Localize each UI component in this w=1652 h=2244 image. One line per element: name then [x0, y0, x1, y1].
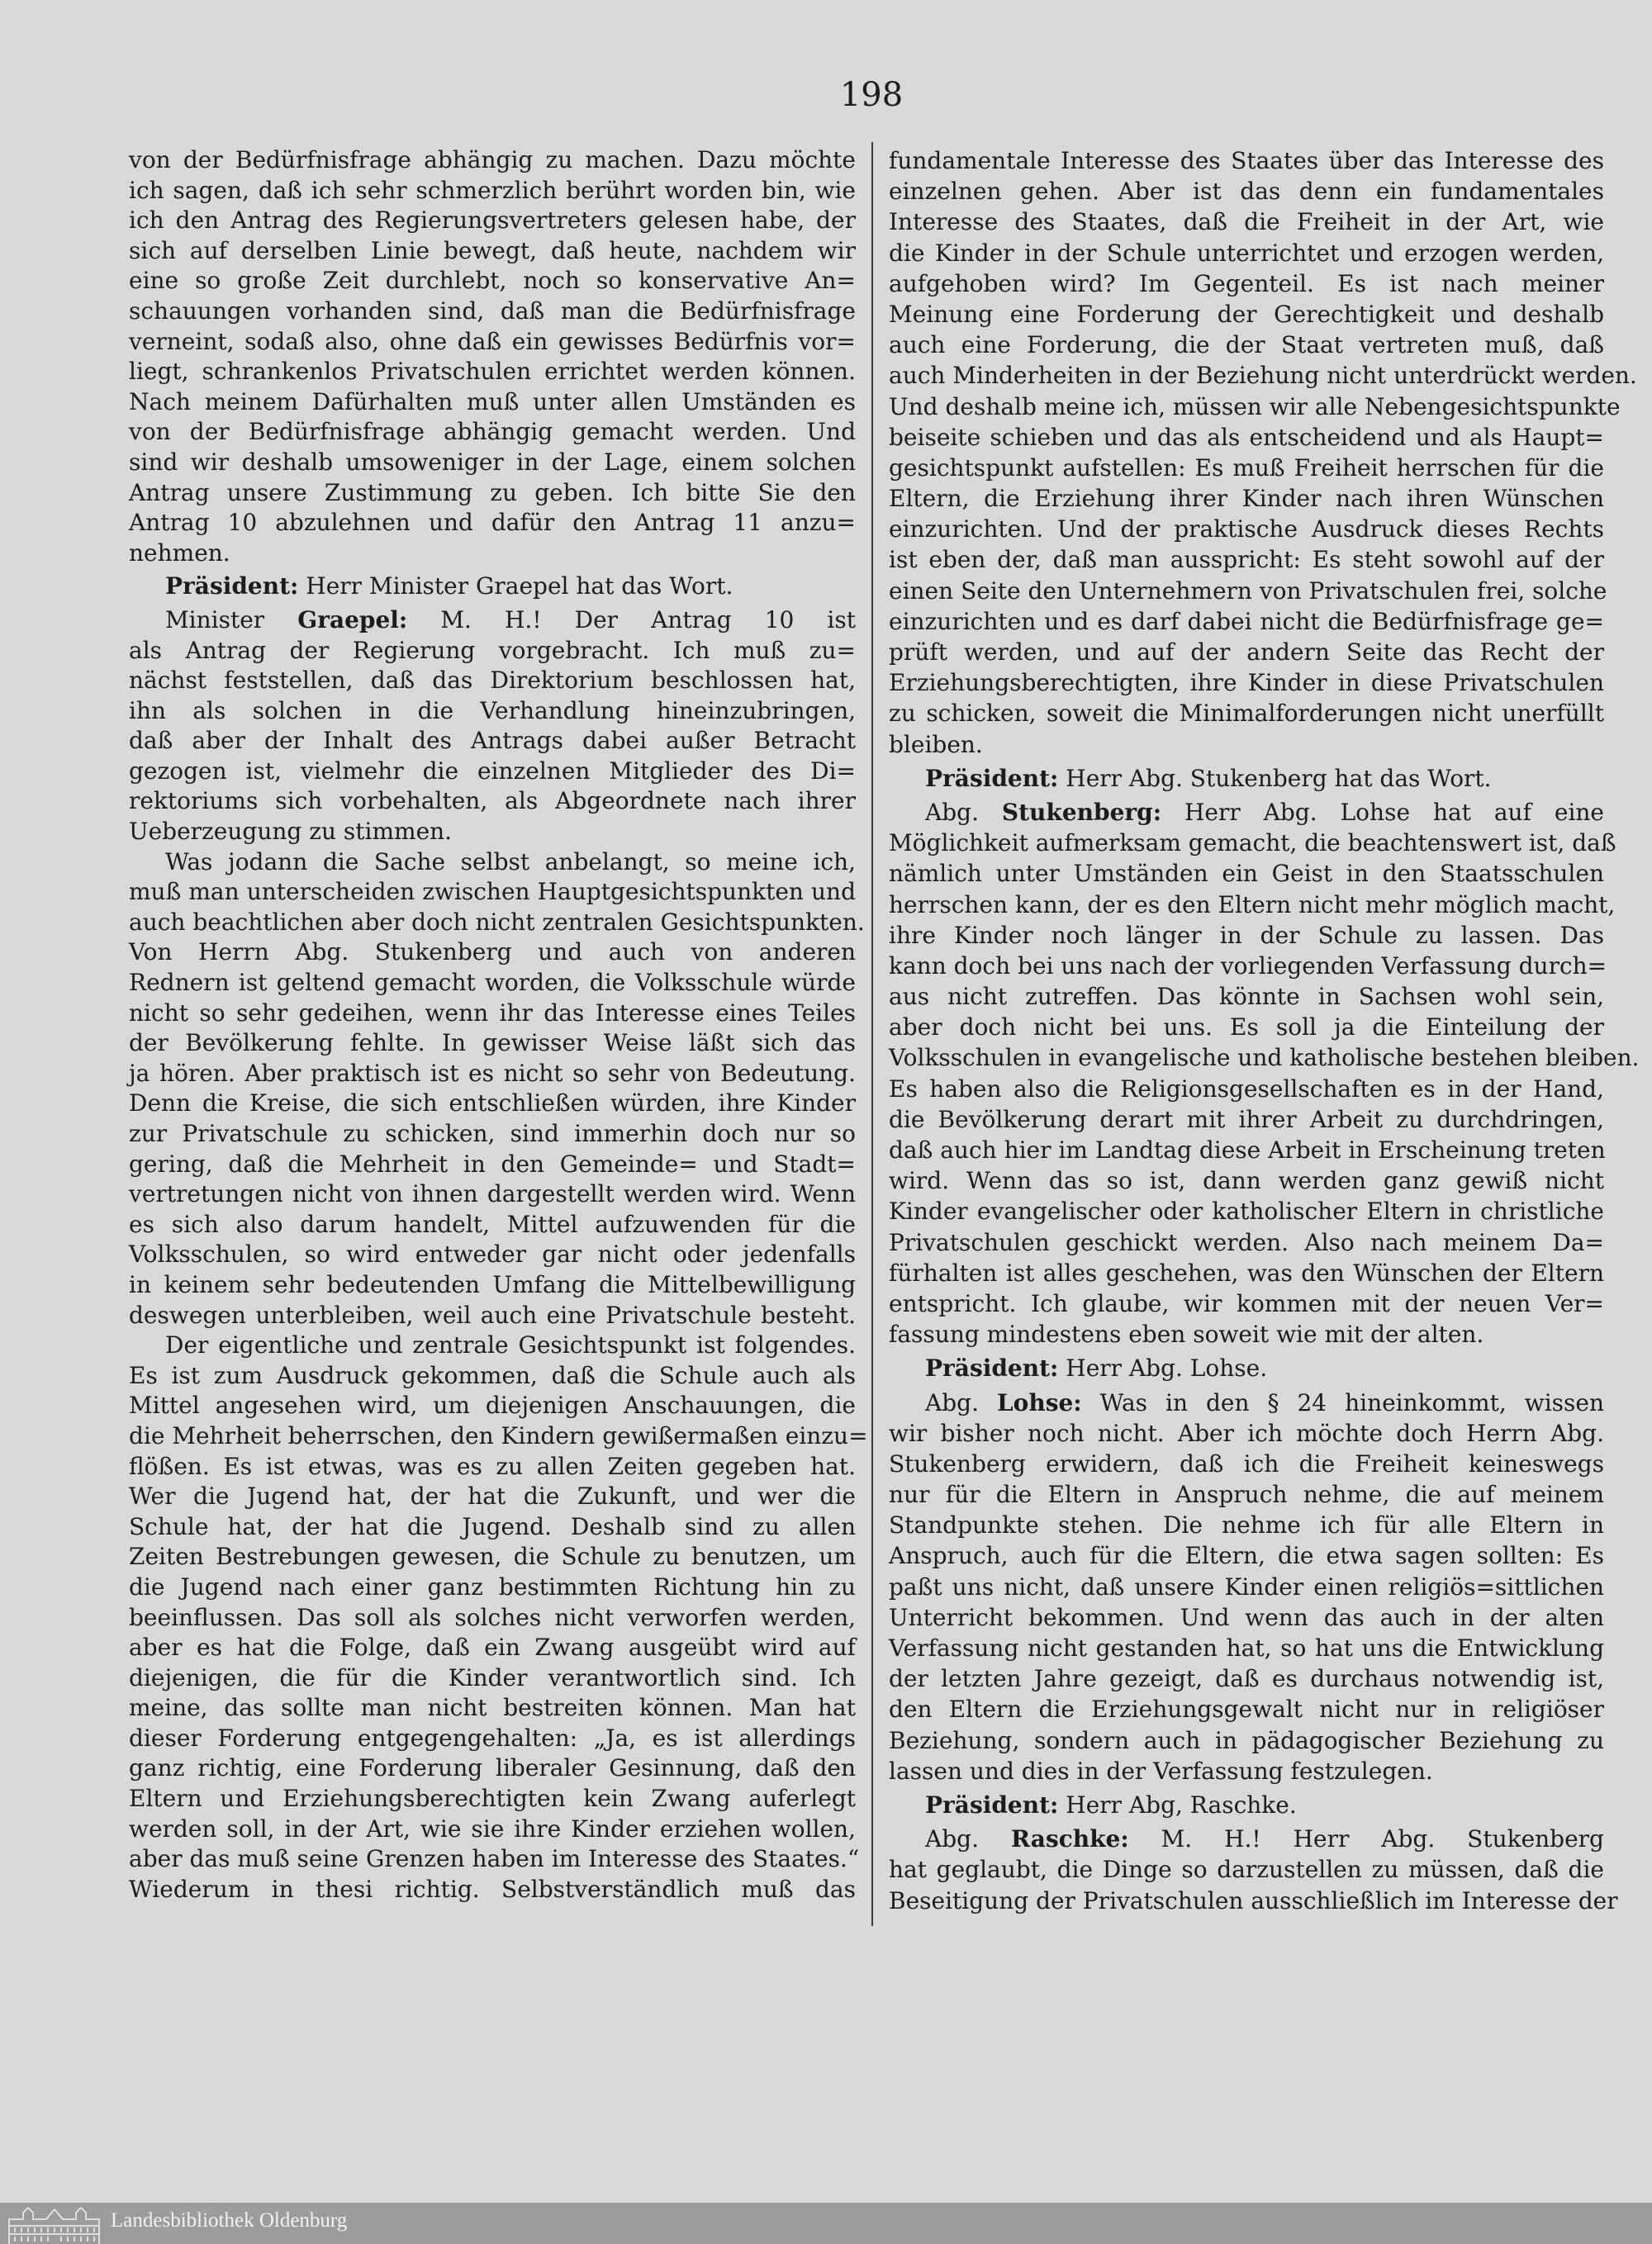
text-line: den Eltern die Erziehungsgewalt nicht nur in religiöser: [889, 1696, 1604, 1724]
speaker-line: [889, 1388, 1604, 1418]
speaker-title: Abg.: [925, 798, 1002, 826]
text-line: die Bevölkerung derart mit ihrer Arbeit zu durchdringen,: [889, 1105, 1604, 1133]
speech-text: Herr Abg. Lohse.: [1058, 1354, 1268, 1383]
text-line: einzurichten. Und der praktische Ausdruck dieses Rechts: [889, 515, 1604, 543]
text-line: Ueberzeugung zu stimmen.: [129, 818, 453, 846]
text-line: Antrag unsere Zustimmung zu geben. Ich bitte Sie den: [129, 478, 856, 506]
text-line: auch Minderheiten in der Beziehung nicht unterdrückt werden.: [889, 362, 1637, 390]
text-line: Beseitigung der Privatschulen ausschließlich im Interesse der: [889, 1886, 1618, 1914]
speech-text: Herr Abg, Raschke.: [1058, 1791, 1297, 1819]
text-line: lassen und dies in der Verfassung festzulegen.: [889, 1757, 1433, 1785]
text-line: aber doch nicht bei uns. Es soll ja die Einteilung der: [889, 1013, 1604, 1041]
text-line: die Jugend nach einer ganz bestimmten Richtung hin zu: [129, 1573, 856, 1601]
text-line: Es ist zum Ausdruck gekommen, daß die Schule auch als: [129, 1361, 856, 1389]
speaker-line: [889, 1790, 1604, 1820]
text-line: Der eigentliche und zentrale Gesichtspunkt ist folgendes.: [165, 1331, 856, 1359]
speaker-name: Präsident:: [925, 764, 1059, 792]
text-line: von der Bedürfnisfrage abhängig zu machen. Dazu möchte: [129, 146, 856, 173]
left-column: [129, 145, 868, 1905]
text-line: sich auf derselben Linie bewegt, daß heute, nachdem wir: [129, 236, 856, 264]
text-line: nächst feststellen, daß das Direktorium beschlossen hat,: [129, 667, 856, 695]
text-line: daß aber der Inhalt des Antrags dabei außer Betracht: [129, 727, 856, 755]
text-line: die Kinder in der Schule unterrichtet und erzogen werden,: [889, 239, 1604, 267]
speaker-name: Graepel:: [297, 605, 408, 633]
text-line: rektoriums sich vorbehalten, als Abgeordnete nach ihrer: [129, 787, 856, 815]
text-line: einzelnen gehen. Aber ist das denn ein fundamentales: [889, 178, 1604, 206]
library-name: Landesbibliothek Oldenburg: [111, 2209, 348, 2232]
text-line: ganz richtig, eine Forderung liberaler Gesinnung, daß den: [129, 1754, 856, 1782]
text-line: ihn als solchen in die Verhandlung hineinzubringen,: [129, 696, 856, 724]
text-line: prüft werden, und auf der andern Seite das Recht der: [889, 638, 1604, 666]
speech-text: Was in den § 24 hineinkommt, wissen: [1081, 1388, 1605, 1416]
text-line: Mittel angesehen wird, um diejenigen Anschauungen, die: [129, 1392, 856, 1420]
text-line: Privatschulen geschickt werden. Also nach meinem Da=: [889, 1228, 1604, 1256]
text-line: fassung mindestens eben soweit wie mit der alten.: [889, 1321, 1484, 1349]
text-line: beeinflussen. Das soll als solches nicht verworfen werden,: [129, 1603, 856, 1631]
text-line: aber das muß seine Grenzen haben im Interesse des Staates.“: [129, 1845, 860, 1873]
text-line: Standpunkte stehen. Die nehme ich für alle Eltern in: [889, 1511, 1604, 1539]
text-line: Meinung eine Forderung der Gerechtigkeit und deshalb: [889, 300, 1604, 328]
speech-text: Herr Minister Graepel hat das Wort.: [298, 572, 733, 600]
text-line: Interesse des Staates, daß die Freiheit in der Art, wie: [889, 208, 1604, 236]
text-line: nämlich unter Umständen ein Geist in den Staatsschulen: [889, 860, 1604, 888]
speaker-title: Minister: [165, 605, 298, 633]
text-line: Antrag 10 abzulehnen und dafür den Antrag 11 anzu=: [129, 509, 856, 537]
page-number: 198: [839, 76, 904, 114]
text-line: vertretungen nicht von ihnen dargestellt werden wird. Wenn: [129, 1180, 856, 1208]
text-line: Schule hat, der hat die Jugend. Deshalb sind zu allen: [129, 1512, 856, 1540]
speech-text: Herr Abg. Lohse hat auf eine: [1161, 798, 1604, 826]
right-column: [889, 145, 1640, 1916]
text-line: Möglichkeit aufmerksam gemacht, die beachtenswert ist, daß: [889, 829, 1616, 857]
text-line: ist eben der, daß man ausspricht: Es steht sowohl auf der: [889, 546, 1604, 574]
text-line: Volksschulen, so wird entweder gar nicht oder jedenfalls: [129, 1241, 856, 1269]
speaker-name: Präsident:: [165, 572, 299, 600]
text-line: meine, das sollte man nicht bestreiten können. Man hat: [129, 1694, 856, 1722]
text-line: Eltern, die Erziehung ihrer Kinder nach ihren Wünschen: [889, 485, 1604, 513]
text-line: ja hören. Aber praktisch ist es nicht so sehr von Bedeutung.: [129, 1059, 856, 1087]
text-line: fundamentale Interesse des Staates über das Interesse des: [889, 147, 1604, 174]
text-line: hat geglaubt, die Dinge so darzustellen zu müssen, daß die: [889, 1856, 1604, 1884]
text-line: gering, daß die Mehrheit in den Gemeinde= und Stadt=: [129, 1150, 856, 1178]
speaker-line: [889, 763, 1604, 794]
text-line: deswegen unterbleiben, weil auch eine Privatschule besteht.: [129, 1301, 856, 1329]
text-line: entspricht. Ich glaube, wir kommen mit der neuen Ver=: [889, 1289, 1604, 1317]
text-line: verneint, sodaß also, ohne daß ein gewisses Bedürfnis vor=: [129, 327, 856, 355]
speaker-line: [129, 572, 856, 602]
text-line: beiseite schieben und das als entscheidend und als Haupt=: [889, 423, 1604, 451]
text-line: werden soll, in der Art, wie sie ihre Kinder erziehen wollen,: [129, 1815, 856, 1843]
text-line: Beziehung, sondern auch in pädagogischer Beziehung zu: [889, 1726, 1604, 1754]
text-line: der letzten Jahre gezeigt, daß es durchaus notwendig ist,: [889, 1665, 1604, 1693]
text-line: paßt uns nicht, daß unsere Kinder einen religiös=sittlichen: [889, 1573, 1604, 1601]
text-line: gezogen ist, vielmehr die einzelnen Mitglieder des Di=: [129, 757, 856, 785]
text-line: aufgehoben wird? Im Gegenteil. Es ist nach meiner: [889, 269, 1604, 297]
library-building-logo-icon: [7, 2206, 102, 2244]
speech-text: M. H.! Herr Abg. Stukenberg: [1128, 1825, 1604, 1853]
text-line: von der Bedürfnisfrage abhängig gemacht werden. Und: [129, 418, 856, 446]
text-line: Von Herrn Abg. Stukenberg und auch von anderen: [129, 938, 856, 966]
text-line: ich sagen, daß ich sehr schmerzlich berührt worden bin, wie: [129, 176, 856, 204]
text-line: bleiben.: [889, 730, 983, 758]
text-line: Wer die Jugend hat, der hat die Zukunft, und wer die: [129, 1483, 856, 1511]
text-line: sind wir deshalb umsoweniger in der Lage, einem solchen: [129, 448, 856, 476]
text-line: die Mehrheit beherrschen, den Kindern gewißermaßen einzu=: [129, 1421, 868, 1449]
text-line: flößen. Es ist etwas, was es zu allen Zeiten gegeben hat.: [129, 1452, 856, 1480]
text-line: schauungen vorhanden sind, daß man die Bedürfnisfrage: [129, 297, 856, 325]
text-line: kann doch bei uns nach der vorliegenden Verfassung durch=: [889, 951, 1607, 980]
speaker-line: [129, 605, 856, 636]
text-line: wir bisher noch nicht. Aber ich möchte doch Herrn Abg.: [889, 1419, 1604, 1447]
text-line: Verfassung nicht gestanden hat, so hat uns die Entwicklung: [889, 1634, 1604, 1662]
column-divider: [871, 142, 873, 1926]
text-line: Rednern ist geltend gemacht worden, die Volksschule würde: [129, 969, 856, 997]
text-line: herrschen kann, der es den Eltern nicht mehr möglich macht,: [889, 890, 1616, 918]
text-line: Was jodann die Sache selbst anbelangt, so meine ich,: [165, 847, 856, 875]
text-line: nicht so sehr gedeihen, wenn ihr das Interesse eines Teiles: [129, 999, 856, 1027]
text-line: einen Seite den Unternehmern von Privatschulen frei, solche: [889, 576, 1607, 605]
text-line: Stukenberg erwidern, daß ich die Freiheit keineswegs: [889, 1449, 1604, 1478]
speaker-line: [889, 797, 1604, 828]
text-line: zur Privatschule zu schicken, sind immerhin doch nur so: [129, 1120, 856, 1147]
text-line: der Bevölkerung fehlte. In gewisser Weise läßt sich das: [129, 1029, 856, 1057]
text-line: auch beachtlichen aber doch nicht zentralen Gesichtspunkten.: [129, 908, 865, 936]
text-line: muß man unterscheiden zwischen Hauptgesichtspunkten und: [129, 878, 856, 906]
text-line: Zeiten Bestrebungen gewesen, die Schule zu benutzen, um: [129, 1543, 856, 1571]
text-line: als Antrag der Regierung vorgebracht. Ich muß zu=: [129, 636, 856, 664]
text-line: nur für die Eltern in Anspruch nehme, die auf meinem: [889, 1481, 1604, 1509]
text-line: aus nicht zutreffen. Das könnte in Sachsen wohl sein,: [889, 983, 1604, 1011]
speaker-title: Abg.: [925, 1825, 1011, 1853]
text-line: es sich also darum handelt, Mittel aufzuwenden für die: [129, 1210, 856, 1238]
text-line: Wiederum in thesi richtig. Selbstverständlich muß das: [129, 1875, 856, 1903]
speaker-name: Stukenberg:: [1001, 798, 1162, 826]
text-line: Kinder evangelischer oder katholischer Eltern in christliche: [889, 1198, 1604, 1226]
text-line: wird. Wenn das so ist, dann werden ganz gewiß nicht: [889, 1167, 1604, 1195]
text-line: gesichtspunkt aufstellen: Es muß Freiheit herrschen für die: [889, 453, 1604, 482]
speaker-line: [889, 1353, 1604, 1383]
text-line: Es haben also die Religionsgesellschaften es in der Hand,: [889, 1075, 1604, 1103]
text-line: eine so große Zeit durchlebt, noch so konservative An=: [129, 267, 856, 295]
text-line: zu schicken, soweit die Minimalforderungen nicht unerfüllt: [889, 700, 1604, 728]
speech-text: M. H.! Der Antrag 10 ist: [407, 605, 856, 633]
speaker-line: [889, 1824, 1604, 1854]
speech-text: Herr Abg. Stukenberg hat das Wort.: [1058, 764, 1492, 792]
text-line: nehmen.: [129, 538, 230, 567]
text-line: liegt, schrankenlos Privatschulen errichtet werden können.: [129, 358, 856, 386]
text-line: fürhalten ist alles geschehen, was den Wünschen der Eltern: [889, 1259, 1604, 1287]
text-line: ihre Kinder noch länger in der Schule zu lassen. Das: [889, 921, 1604, 949]
text-line: auch eine Forderung, die der Staat vertreten muß, daß: [889, 331, 1604, 359]
speaker-title: Abg.: [925, 1388, 997, 1416]
text-line: Volksschulen in evangelische und katholische bestehen bleiben.: [889, 1044, 1640, 1072]
text-line: Eltern und Erziehungsberechtigten kein Zwang auferlegt: [129, 1785, 856, 1813]
text-line: in keinem sehr bedeutenden Umfang die Mittelbewilligung: [129, 1270, 856, 1298]
text-line: dieser Forderung entgegengehalten: „Ja, es ist allerdings: [129, 1724, 856, 1752]
text-line: daß auch hier im Landtag diese Arbeit in Erscheinung treten: [889, 1136, 1606, 1164]
speaker-name: Präsident:: [925, 1354, 1059, 1383]
text-line: Denn die Kreise, die sich entschließen würden, ihre Kinder: [129, 1089, 856, 1117]
text-line: ich den Antrag des Regierungsvertreters gelesen habe, der: [129, 206, 856, 235]
speaker-name: Lohse:: [996, 1388, 1082, 1416]
text-line: einzurichten und es darf dabei nicht die Bedürfnisfrage ge=: [889, 607, 1604, 635]
text-line: Anspruch, auch für die Eltern, die etwa sagen sollten: Es: [889, 1542, 1604, 1570]
text-line: Erziehungsberechtigten, ihre Kinder in diese Privatschulen: [889, 669, 1604, 697]
text-line: diejenigen, die für die Kinder verantwortlich sind. Ich: [129, 1663, 856, 1691]
footer-bar: [0, 2203, 1652, 2244]
text-line: Und deshalb meine ich, müssen wir alle Nebengesichtspunkte: [889, 392, 1621, 420]
text-line: Unterricht bekommen. Und wenn das auch in der alten: [889, 1603, 1604, 1631]
text-line: aber es hat die Folge, daß ein Zwang ausgeübt wird auf: [129, 1634, 856, 1662]
speaker-name: Präsident:: [925, 1791, 1059, 1819]
speaker-name: Raschke:: [1010, 1825, 1129, 1853]
text-line: Nach meinem Dafürhalten muß unter allen Umständen es: [129, 387, 856, 415]
